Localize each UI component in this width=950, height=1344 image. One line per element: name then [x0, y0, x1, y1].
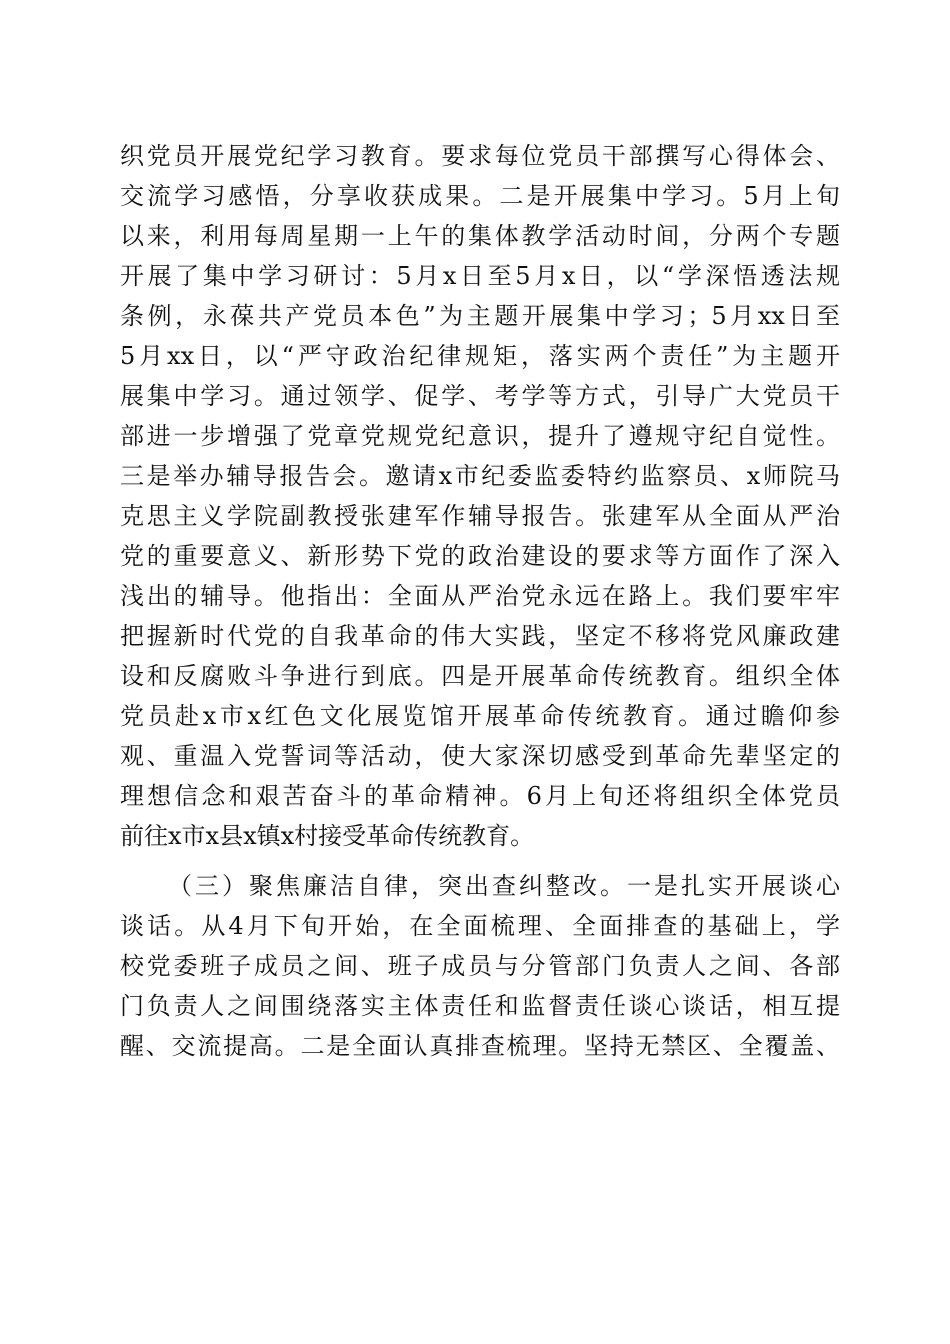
text-line: 交流学习感悟，分享收获成果。二是开展集中学习。5月上旬 — [120, 182, 840, 210]
text-line: 三是举办辅导报告会。邀请x市纪委监委特约监察员、x师院马 — [120, 462, 840, 490]
text-line: 校党委班子成员之间、班子成员与分管部门负责人之间、各部 — [120, 952, 840, 980]
text-line: 党员赴x市x红色文化展览馆开展革命传统教育。通过瞻仰参 — [120, 702, 840, 730]
text-line: 以来，利用每周星期一上午的集体教学活动时间，分两个专题 — [120, 222, 840, 250]
text-line: 把握新时代党的自我革命的伟大实践，坚定不移将党风廉政建 — [120, 622, 840, 650]
text-line: 谈话。从4月下旬开始，在全面梳理、全面排查的基础上，学 — [120, 912, 840, 940]
text-line: 展集中学习。通过领学、促学、考学等方式，引导广大党员干 — [120, 382, 840, 410]
text-line: 织党员开展党纪学习教育。要求每位党员干部撰写心得体会、 — [120, 142, 840, 170]
text-line: 开展了集中学习研讨：5月x日至5月x日，以“学深悟透法规 — [120, 262, 840, 290]
text-line: 条例，永葆共产党员本色”为主题开展集中学习；5月xx日至 — [120, 302, 840, 330]
text-line: 理想信念和艰苦奋斗的革命精神。6月上旬还将组织全体党员 — [120, 782, 840, 810]
section-heading-line: （三）聚焦廉洁自律，突出查纠整改。一是扎实开展谈心 — [168, 872, 840, 900]
text-line: 部进一步增强了党章党规党纪意识，提升了遵规守纪自觉性。 — [120, 422, 840, 450]
text-line: 党的重要意义、新形势下党的政治建设的要求等方面作了深入 — [120, 542, 840, 570]
text-line: 设和反腐败斗争进行到底。四是开展革命传统教育。组织全体 — [120, 662, 840, 690]
text-line: 醒、交流提高。二是全面认真排查梳理。坚持无禁区、全覆盖、 — [120, 1032, 840, 1060]
text-line: 观、重温入党誓词等活动，使大家深切感受到革命先辈坚定的 — [120, 742, 840, 770]
text-line: 克思主义学院副教授张建军作辅导报告。张建军从全面从严治 — [120, 502, 840, 530]
text-line: 门负责人之间围绕落实主体责任和监督责任谈心谈话，相互提 — [120, 992, 840, 1020]
text-line: 5月xx日，以“严守政治纪律规矩，落实两个责任”为主题开 — [120, 342, 840, 370]
text-line: 浅出的辅导。他指出：全面从严治党永远在路上。我们要牢牢 — [120, 582, 840, 610]
paragraph-end-line: 前往x市x县x镇x村接受革命传统教育。 — [120, 822, 535, 850]
